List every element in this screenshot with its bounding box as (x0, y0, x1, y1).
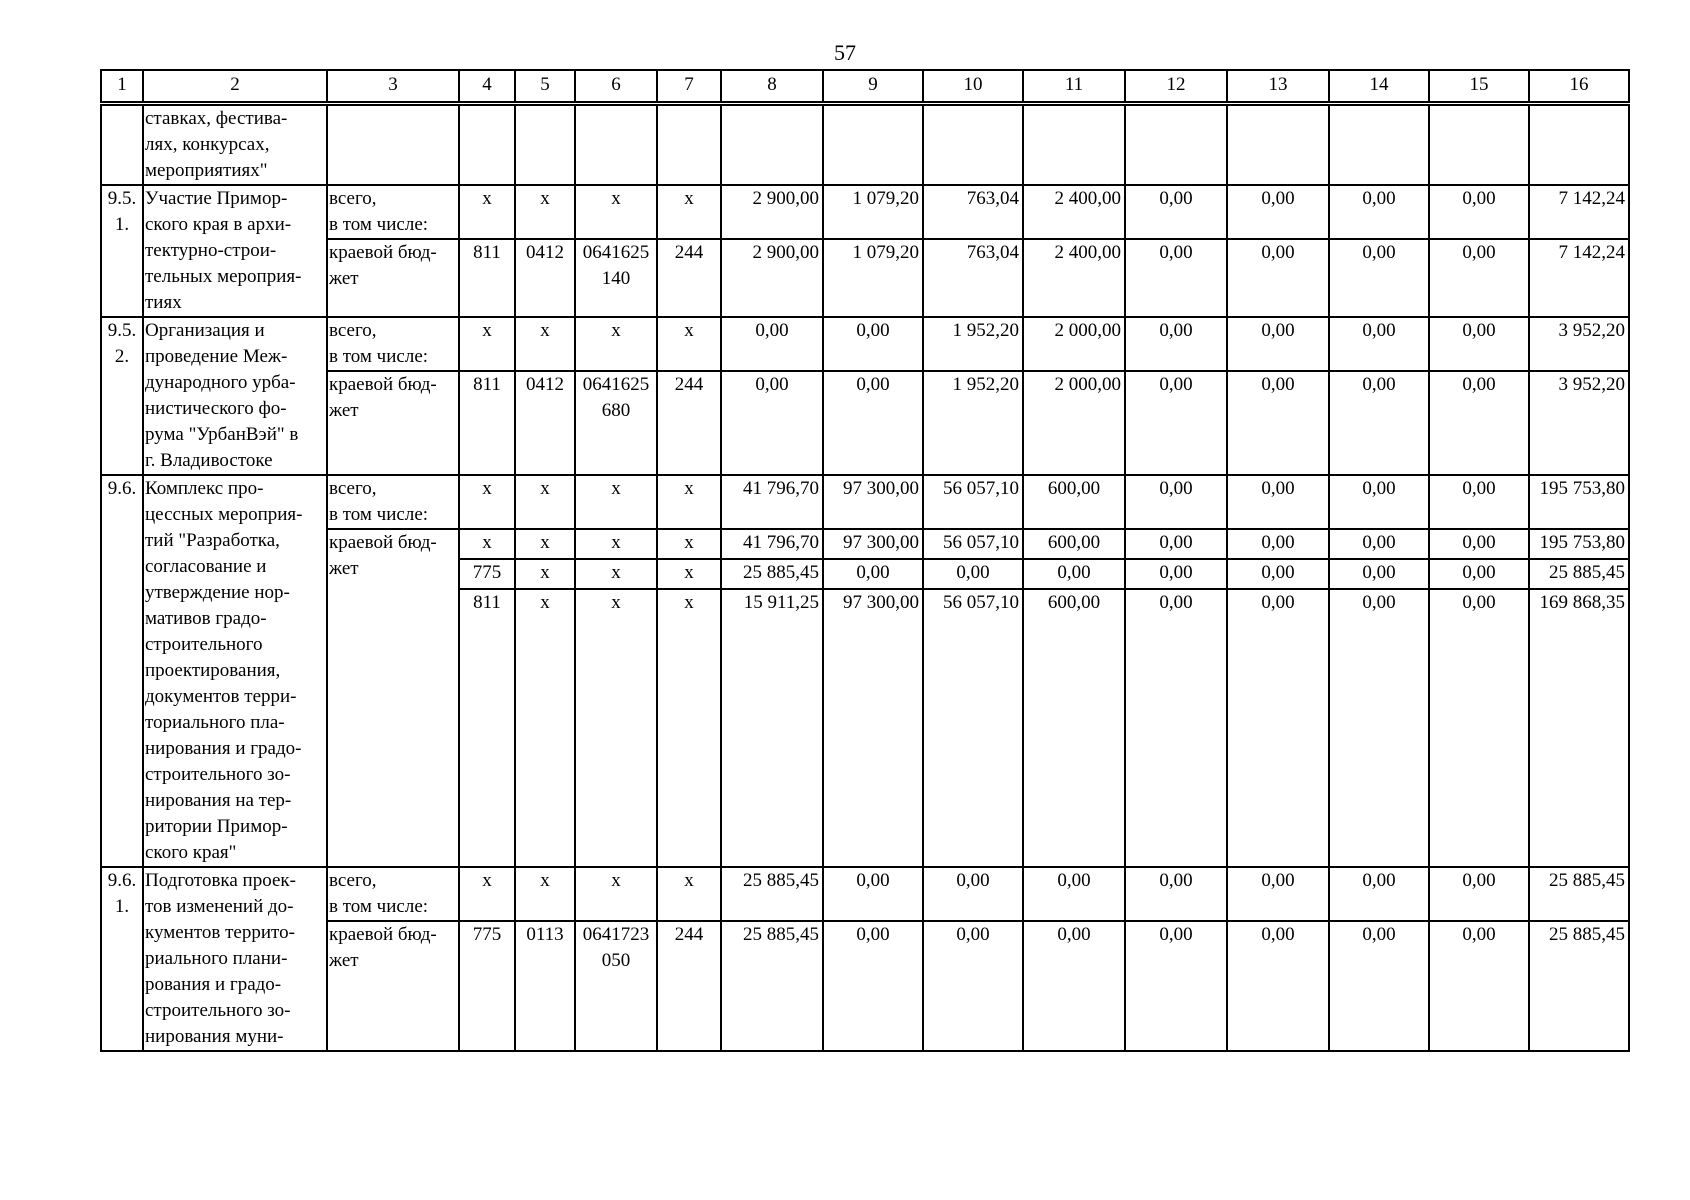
cell: 0,00 (1227, 475, 1329, 529)
source-label: краевой бюд- жет (327, 371, 459, 475)
cell: 811 (459, 589, 515, 867)
cell: x (515, 867, 575, 921)
cell: 0,00 (1227, 559, 1329, 589)
cell: 169 868,35 (1529, 589, 1629, 867)
cell (923, 105, 1023, 185)
table-row (101, 185, 1629, 239)
cell (1329, 105, 1429, 185)
cell: 0,00 (1429, 867, 1529, 921)
cell: 0,00 (1329, 867, 1429, 921)
row-name: Организация и проведение Меж- дународного урба- нистического фо- рума "УрбанВэй" в г. Владивостоке (143, 317, 327, 475)
cell: 7 142,24 (1529, 239, 1629, 317)
cell: 0,00 (1329, 589, 1429, 867)
header-row (101, 70, 1629, 102)
cell: 0,00 (1227, 185, 1329, 239)
cell: 0,00 (1429, 589, 1529, 867)
row-name: Участие Примор- ского края в архи- тектурно-строи- тельных мероприя- тиях (143, 185, 327, 317)
cell: 3 952,20 (1529, 371, 1629, 475)
cell: 1 079,20 (823, 185, 923, 239)
cell: 1 079,20 (823, 239, 923, 317)
source-label: краевой бюд- жет (327, 921, 459, 1051)
cell: 0,00 (1329, 371, 1429, 475)
source-label: всего, в том числе: (327, 317, 459, 371)
cell: x (657, 559, 721, 589)
row-number: 9.6. (101, 475, 143, 867)
cell: 0,00 (721, 371, 823, 475)
cell: 25 885,45 (1529, 921, 1629, 1051)
cell: x (575, 589, 657, 867)
cell: 7 142,24 (1529, 185, 1629, 239)
cell: 0,00 (1329, 185, 1429, 239)
row-number: 9.6. 1. (101, 867, 143, 1051)
cell: 0412 (515, 239, 575, 317)
cell: 2 000,00 (1023, 371, 1125, 475)
header-cell: 13 (1227, 70, 1329, 102)
cell (1125, 105, 1227, 185)
cell: x (459, 185, 515, 239)
table-row (101, 239, 1629, 317)
cell: x (657, 529, 721, 559)
cell: 25 885,45 (1529, 559, 1629, 589)
table-row (101, 529, 1629, 559)
cell: 56 057,10 (923, 589, 1023, 867)
cell: 0,00 (823, 371, 923, 475)
cell: 0,00 (1329, 529, 1429, 559)
header-cell: 4 (459, 70, 515, 102)
table-row (101, 371, 1629, 475)
cell: x (515, 589, 575, 867)
cell: 0,00 (1429, 185, 1529, 239)
cell: 0,00 (1125, 867, 1227, 921)
header-cell: 14 (1329, 70, 1429, 102)
cell: 0641625 140 (575, 239, 657, 317)
budget-table (100, 104, 1630, 1052)
cell: x (459, 529, 515, 559)
cell: 0,00 (923, 559, 1023, 589)
cell: x (515, 559, 575, 589)
cell: x (459, 475, 515, 529)
header-cell: 1 (101, 70, 143, 102)
cell: x (657, 317, 721, 371)
cell: 25 885,45 (1529, 867, 1629, 921)
header-cell: 12 (1125, 70, 1227, 102)
cell: 0,00 (1227, 239, 1329, 317)
cell: 0,00 (1429, 239, 1529, 317)
header-cell: 10 (923, 70, 1023, 102)
cell: 97 300,00 (823, 475, 923, 529)
cell: 0,00 (1023, 867, 1125, 921)
cell: 0,00 (1429, 371, 1529, 475)
cell: 0,00 (1227, 921, 1329, 1051)
cell: 2 400,00 (1023, 185, 1125, 239)
cell: 600,00 (1023, 529, 1125, 559)
cell: 0,00 (823, 317, 923, 371)
cell: x (515, 317, 575, 371)
cell: x (575, 559, 657, 589)
cell: 0,00 (721, 317, 823, 371)
cell: 56 057,10 (923, 529, 1023, 559)
cell: 15 911,25 (721, 589, 823, 867)
header-cell: 7 (657, 70, 721, 102)
cell: x (657, 867, 721, 921)
cell: 2 000,00 (1023, 317, 1125, 371)
header-cell: 16 (1529, 70, 1629, 102)
row-number: 9.5. 2. (101, 317, 143, 475)
cell (1023, 105, 1125, 185)
cell: x (575, 867, 657, 921)
cell: 0641625 680 (575, 371, 657, 475)
cell: 0,00 (1429, 475, 1529, 529)
cell: 0,00 (1023, 921, 1125, 1051)
header-cell: 8 (721, 70, 823, 102)
cell: 811 (459, 239, 515, 317)
header-cell: 2 (143, 70, 327, 102)
cell: 0,00 (1023, 559, 1125, 589)
source-label: краевой бюд- жет (327, 529, 459, 867)
cell (1429, 105, 1529, 185)
cell: 41 796,70 (721, 475, 823, 529)
cell: 0,00 (1429, 559, 1529, 589)
row-number: 9.5. 1. (101, 185, 143, 317)
cell (327, 105, 459, 185)
cell: 0,00 (1329, 475, 1429, 529)
cell (515, 105, 575, 185)
cell: 0,00 (1429, 921, 1529, 1051)
header-table (100, 69, 1630, 103)
cell: 0,00 (1125, 921, 1227, 1051)
cell: 0,00 (1429, 529, 1529, 559)
cell: 0,00 (1227, 371, 1329, 475)
row-name: Комплекс про- цессных мероприя- тий "Разработка, согласование и утверждение нор- мативов градо- строительного проектирования, документов терри- ториального пла- нирования и градо- строительного зо- нирования на тер- ритории Примор- ского края" (143, 475, 327, 867)
cell (459, 105, 515, 185)
cell: 2 900,00 (721, 239, 823, 317)
cell: 0,00 (1329, 317, 1429, 371)
cell: 0641723 050 (575, 921, 657, 1051)
cell: 0,00 (823, 867, 923, 921)
cell: 0,00 (1227, 317, 1329, 371)
cell (1529, 105, 1629, 185)
cell: x (575, 475, 657, 529)
cell: 41 796,70 (721, 529, 823, 559)
table-row (101, 867, 1629, 921)
cell: 0,00 (923, 921, 1023, 1051)
cell: 1 952,20 (923, 317, 1023, 371)
header-cell: 9 (823, 70, 923, 102)
cell: 775 (459, 921, 515, 1051)
cell (1227, 105, 1329, 185)
cell: 195 753,80 (1529, 475, 1629, 529)
cell: 244 (657, 239, 721, 317)
cell (823, 105, 923, 185)
cell: x (515, 185, 575, 239)
source-label: всего, в том числе: (327, 867, 459, 921)
cell: 0,00 (1227, 867, 1329, 921)
cell: 0,00 (1227, 589, 1329, 867)
cell: 600,00 (1023, 589, 1125, 867)
cell: 97 300,00 (823, 529, 923, 559)
cell: x (575, 317, 657, 371)
row-name: Подготовка проек- тов изменений до- кументов террито- риального плани- рования и градо- строительного зо- нирования муни- (143, 867, 327, 1051)
cell: x (459, 317, 515, 371)
cell: 0,00 (1125, 317, 1227, 371)
cell: 56 057,10 (923, 475, 1023, 529)
table-row (101, 921, 1629, 1051)
cell: 0113 (515, 921, 575, 1051)
cell: 0,00 (1329, 559, 1429, 589)
cell: 0,00 (1329, 239, 1429, 317)
source-label: краевой бюд- жет (327, 239, 459, 317)
cell: x (459, 867, 515, 921)
cell (721, 105, 823, 185)
cell (575, 105, 657, 185)
cell: 3 952,20 (1529, 317, 1629, 371)
cell: x (575, 529, 657, 559)
cell: x (515, 475, 575, 529)
cell: 25 885,45 (721, 867, 823, 921)
header-cell: 15 (1429, 70, 1529, 102)
cell: 1 952,20 (923, 371, 1023, 475)
cell: 0,00 (1125, 475, 1227, 529)
cell: 2 900,00 (721, 185, 823, 239)
source-label: всего, в том числе: (327, 185, 459, 239)
cell: 600,00 (1023, 475, 1125, 529)
cell: 763,04 (923, 185, 1023, 239)
cell (657, 105, 721, 185)
table-row (101, 105, 1629, 185)
cell: 2 400,00 (1023, 239, 1125, 317)
cell: 25 885,45 (721, 921, 823, 1051)
header-cell: 6 (575, 70, 657, 102)
cell: x (657, 589, 721, 867)
cell: 0,00 (1125, 529, 1227, 559)
table-row (101, 317, 1629, 371)
cell (101, 105, 143, 185)
cell: 0,00 (1125, 239, 1227, 317)
header-cell: 3 (327, 70, 459, 102)
continuation-name-cell: ставках, фестива- лях, конкурсах, мероприятиях" (143, 105, 327, 185)
cell: 0,00 (1125, 371, 1227, 475)
cell: 0,00 (1429, 317, 1529, 371)
source-label: всего, в том числе: (327, 475, 459, 529)
cell: 811 (459, 371, 515, 475)
cell: 0,00 (1227, 529, 1329, 559)
cell: x (575, 185, 657, 239)
cell: 763,04 (923, 239, 1023, 317)
cell: 244 (657, 371, 721, 475)
cell: 25 885,45 (721, 559, 823, 589)
cell: x (657, 475, 721, 529)
cell: 0,00 (823, 921, 923, 1051)
cell: 0,00 (823, 559, 923, 589)
cell: 0,00 (1125, 559, 1227, 589)
cell: 0,00 (1125, 589, 1227, 867)
cell: 0,00 (1125, 185, 1227, 239)
cell: 0,00 (923, 867, 1023, 921)
page-number: 57 (834, 40, 856, 65)
cell: x (657, 185, 721, 239)
cell: x (515, 529, 575, 559)
header-cell: 5 (515, 70, 575, 102)
cell: 244 (657, 921, 721, 1051)
cell: 0412 (515, 371, 575, 475)
cell: 0,00 (1329, 921, 1429, 1051)
header-cell: 11 (1023, 70, 1125, 102)
table-row (101, 475, 1629, 529)
cell: 775 (459, 559, 515, 589)
cell: 195 753,80 (1529, 529, 1629, 559)
cell: 97 300,00 (823, 589, 923, 867)
